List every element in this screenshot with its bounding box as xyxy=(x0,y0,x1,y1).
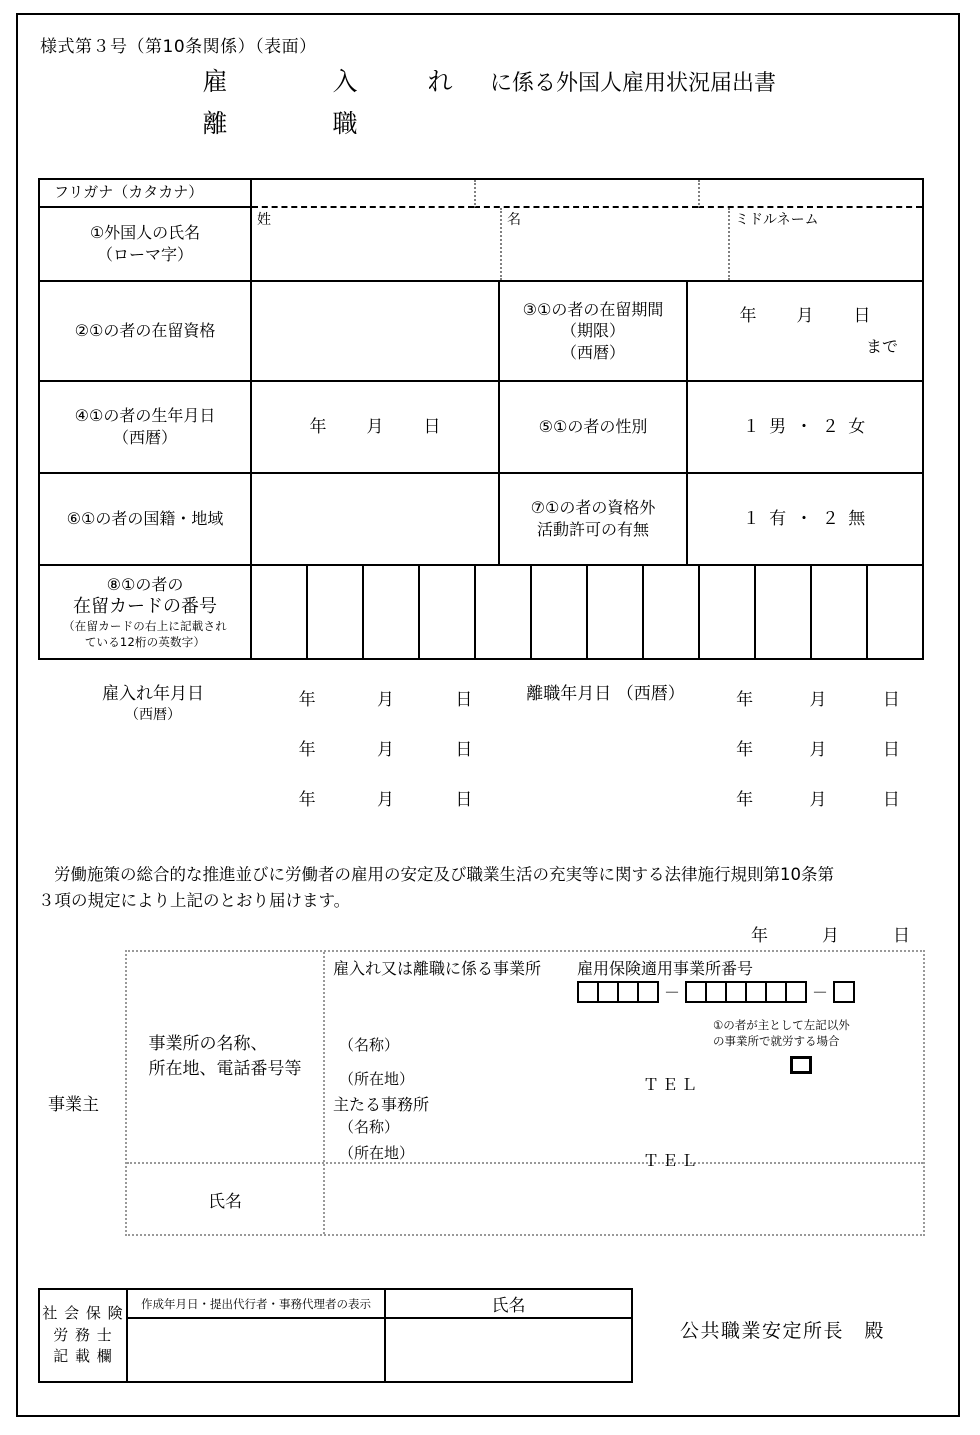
leave-date-field-2[interactable] xyxy=(708,733,928,760)
given-name-label: 名 xyxy=(507,212,521,228)
residence-period-until: まで xyxy=(865,336,898,356)
office-name-label-1: （名称） xyxy=(339,1036,400,1054)
employer-section-label: 事業主 xyxy=(48,1095,99,1115)
residence-period-field[interactable] xyxy=(688,282,922,380)
labor-consultant-info-field[interactable] xyxy=(128,1319,386,1381)
hire-year-3: 年 xyxy=(298,790,316,810)
submission-year: 年 xyxy=(751,926,768,947)
hire-date-label-sub: （西暦） xyxy=(125,706,181,723)
residence-period-year: 年 xyxy=(739,305,757,326)
hire-month-2: 月 xyxy=(376,740,394,760)
insurance-digit-2-4[interactable] xyxy=(745,981,767,1003)
labor-consultant-header-row xyxy=(128,1290,631,1319)
office-tel-1: ＴＥＬ xyxy=(643,1075,701,1094)
residence-status-field[interactable] xyxy=(252,282,500,380)
other-workplace-note-l2: の事業所で就労する場合 xyxy=(713,1033,840,1048)
labor-consultant-name-field[interactable] xyxy=(386,1319,631,1381)
leave-month-2: 月 xyxy=(809,740,827,760)
activity-permit-label-l2: 活動許可の有無 xyxy=(536,520,649,539)
activity-permit-label xyxy=(500,474,688,564)
residence-card-digit-5[interactable] xyxy=(474,566,530,658)
furigana-middle-name-field[interactable] xyxy=(698,180,922,208)
residence-period-month: 月 xyxy=(796,305,814,326)
nationality-permit-row xyxy=(40,474,922,566)
name-row xyxy=(40,208,922,282)
given-name-field[interactable] xyxy=(500,208,728,280)
residence-period-label-l1: ③①の者の在留期間 xyxy=(522,299,664,319)
insurance-digit-2-2[interactable] xyxy=(705,981,727,1003)
insurance-digit-1-3[interactable] xyxy=(617,981,639,1003)
insurance-digit-2-3[interactable] xyxy=(725,981,747,1003)
birthdate-gender-row xyxy=(40,382,922,474)
employment-insurance-number-label: 雇用保険適用事業所番号 xyxy=(577,959,754,978)
employer-details-box xyxy=(125,950,925,1236)
labor-consultant-fill-row xyxy=(128,1319,631,1381)
insurance-dash-2: － xyxy=(812,983,829,1002)
leave-date-field-3[interactable] xyxy=(708,783,928,810)
birthdate-month: 月 xyxy=(366,416,384,437)
labor-consultant-body xyxy=(128,1290,631,1381)
leave-day-2: 日 xyxy=(882,740,900,760)
leave-date-field-1[interactable] xyxy=(708,683,928,710)
insurance-digit-1-4[interactable] xyxy=(637,981,659,1003)
insurance-digit-2-5[interactable] xyxy=(765,981,787,1003)
residence-card-digit-9[interactable] xyxy=(698,566,754,658)
hire-date-field-2[interactable] xyxy=(268,733,503,760)
birthdate-label xyxy=(40,382,252,472)
leave-month-3: 月 xyxy=(809,790,827,810)
labor-consultant-header-right: 氏名 xyxy=(491,1296,526,1316)
residence-period-day: 日 xyxy=(853,305,871,326)
hire-date-label xyxy=(38,683,268,725)
residence-card-note-l1: （在留カードの右上に記載され xyxy=(63,619,227,634)
birthdate-ymd xyxy=(252,416,498,438)
office-name-label-2: （名称） xyxy=(339,1118,400,1136)
leave-year-2: 年 xyxy=(736,740,754,760)
leave-year-3: 年 xyxy=(736,790,754,810)
hire-month-3: 月 xyxy=(376,790,394,810)
date-row xyxy=(38,783,928,833)
hire-date-field-3[interactable] xyxy=(268,783,503,810)
submission-date-field[interactable] xyxy=(38,923,938,949)
hire-date-label-main: 雇入れ年月日 xyxy=(102,684,204,704)
furigana-row xyxy=(40,180,922,208)
residence-card-digit-7[interactable] xyxy=(586,566,642,658)
residence-card-note-l2: ている12桁の英数字） xyxy=(84,634,206,649)
residence-period-label-l3: （西暦） xyxy=(560,342,625,362)
insurance-dash-1: － xyxy=(664,983,681,1002)
other-workplace-note xyxy=(713,1018,850,1049)
name-label xyxy=(40,208,252,280)
labor-consultant-label-l2: 労 務 士 xyxy=(53,1325,113,1344)
office-tel-2: ＴＥＬ xyxy=(643,1151,701,1170)
hire-month-1: 月 xyxy=(376,690,394,710)
activity-permit-label-l1: ⑦①の者の資格外 xyxy=(530,498,656,518)
birthdate-label-l2: （西暦） xyxy=(112,428,177,447)
submission-day: 日 xyxy=(893,926,910,947)
birthdate-label-l1: ④①の者の生年月日 xyxy=(74,406,216,426)
hire-date-field-1[interactable] xyxy=(268,683,503,710)
form-title-line-1 xyxy=(150,62,930,104)
insurance-digit-2-1[interactable] xyxy=(685,981,707,1003)
hire-day-1: 日 xyxy=(455,690,473,710)
name-label-sub: （ローマ字） xyxy=(96,245,193,264)
residence-card-digit-10[interactable] xyxy=(754,566,810,658)
residence-card-digit-3[interactable] xyxy=(362,566,418,658)
office-address-label-1: （所在地） xyxy=(339,1070,415,1088)
leave-day-1: 日 xyxy=(882,690,900,710)
title-kanji-koiri: 雇 xyxy=(202,67,228,96)
leave-day-3: 日 xyxy=(882,790,900,810)
statute-line-2: ３項の規定により上記のとおり届けます。 xyxy=(38,890,351,910)
middle-name-label: ミドルネーム xyxy=(735,212,819,228)
residence-card-digit-boxes[interactable] xyxy=(252,566,922,658)
residence-status-label: ②①の者の在留資格 xyxy=(40,282,252,380)
statute-declaration xyxy=(38,862,938,949)
insurance-number-group-2[interactable] xyxy=(685,981,807,1003)
employer-office-label xyxy=(127,952,325,1162)
hire-year-1: 年 xyxy=(298,690,316,710)
nationality-label: ⑥①の者の国籍・地域 xyxy=(40,474,252,564)
residence-card-digit-4[interactable] xyxy=(418,566,474,658)
hire-day-3: 日 xyxy=(455,790,473,810)
middle-name-field[interactable] xyxy=(728,208,922,280)
employer-name-row xyxy=(127,1162,923,1234)
insurance-digit-1-2[interactable] xyxy=(597,981,619,1003)
surname-field[interactable] xyxy=(252,208,500,280)
furigana-label: フリガナ（カタカナ） xyxy=(40,180,252,208)
leave-date-label-sub: （西暦） xyxy=(616,684,685,704)
office-heading: 雇入れ又は離職に係る事業所 xyxy=(333,959,542,978)
insurance-digit-3-1[interactable] xyxy=(833,981,855,1003)
gender-label: ⑤①の者の性別 xyxy=(500,382,688,472)
residence-card-number-label xyxy=(40,566,252,658)
name-label-main: ①外国人の氏名 xyxy=(89,223,201,243)
hello-work-addressee: 公共職業安定所長 殿 xyxy=(680,1320,886,1342)
residence-card-label-l1: ⑧①の者の xyxy=(106,574,184,594)
employer-office-row xyxy=(127,952,923,1170)
residence-period-ymd xyxy=(688,305,922,327)
employer-office-label-l2: 所在地、電話番号等 xyxy=(148,1059,302,1079)
residence-card-digit-6[interactable] xyxy=(530,566,586,658)
date-row xyxy=(38,733,928,783)
employer-office-fields xyxy=(325,952,923,1170)
labor-consultant-label-l1: 社 会 保 険 xyxy=(42,1303,124,1322)
insurance-number-group-1[interactable] xyxy=(577,981,659,1003)
insurance-digit-1-1[interactable] xyxy=(577,981,599,1003)
employment-insurance-number-field[interactable] xyxy=(577,980,855,1003)
foreign-worker-info-table xyxy=(38,178,924,660)
hire-leave-dates-block xyxy=(38,683,928,833)
labor-consultant-vertical-label xyxy=(40,1290,128,1381)
birthdate-field[interactable] xyxy=(252,382,500,472)
residence-card-digit-11[interactable] xyxy=(810,566,866,658)
submission-month: 月 xyxy=(822,926,839,947)
furigana-given-name-field[interactable] xyxy=(474,180,698,208)
employer-name-field[interactable] xyxy=(325,1164,923,1234)
activity-permit-field[interactable]: １ 有 ・ ２ 無 xyxy=(742,508,868,529)
labor-consultant-label-l3: 記 載 欄 xyxy=(53,1347,113,1366)
date-row xyxy=(38,683,928,733)
residence-card-digit-12[interactable] xyxy=(866,566,922,658)
title-kanji-nyu: 入 xyxy=(332,67,358,96)
main-office-heading: 主たる事務所 xyxy=(333,1095,430,1114)
leave-year-1: 年 xyxy=(736,690,754,710)
hire-day-2: 日 xyxy=(455,740,473,760)
title-kanji-re: れ xyxy=(427,67,453,96)
leave-date-label-main: 離職年月日 xyxy=(526,684,612,704)
statute-line-1: 労働施策の総合的な推進並びに労働者の雇用の安定及び職業生活の充実等に関する法律施行規則第10条第 xyxy=(54,865,834,884)
birthdate-day: 日 xyxy=(423,416,441,437)
birthdate-year: 年 xyxy=(309,416,327,437)
gender-field[interactable]: １ 男 ・ ２ 女 xyxy=(742,416,868,437)
residence-status-row xyxy=(40,282,922,382)
labor-consultant-header-left: 作成年月日・提出代行者・事務代理者の表示 xyxy=(128,1290,386,1317)
furigana-surname-field[interactable] xyxy=(252,180,474,208)
residence-card-digit-8[interactable] xyxy=(642,566,698,658)
form-title-line-2 xyxy=(150,104,930,146)
nationality-field[interactable] xyxy=(252,474,500,564)
residence-card-digit-2[interactable] xyxy=(306,566,362,658)
leave-date-label xyxy=(503,683,708,706)
title-kanji-shoku: 職 xyxy=(332,109,358,138)
labor-consultant-box xyxy=(38,1288,633,1383)
employer-office-label-l1: 事業所の名称、 xyxy=(148,1033,268,1054)
office-address-label-2: （所在地） xyxy=(339,1144,415,1162)
insurance-digit-2-6[interactable] xyxy=(785,981,807,1003)
title-suffix: に係る外国人雇用状況届出書 xyxy=(490,71,777,96)
surname-label: 姓 xyxy=(257,212,271,228)
form-title xyxy=(150,62,930,146)
residence-card-number-row xyxy=(40,566,922,658)
residence-period-label xyxy=(500,282,688,380)
insurance-number-group-3[interactable] xyxy=(833,981,855,1003)
other-workplace-checkbox[interactable] xyxy=(790,1056,812,1074)
residence-card-digit-1[interactable] xyxy=(252,566,306,658)
residence-period-label-l2: （期限） xyxy=(560,321,625,341)
residence-card-label-l2: 在留カードの番号 xyxy=(73,596,217,618)
other-workplace-note-l1: ①の者が主として左記以外 xyxy=(713,1018,850,1032)
title-kanji-ri: 離 xyxy=(202,109,228,138)
employer-name-label: 氏名 xyxy=(127,1164,325,1234)
form-code-label: 様式第３号（第10条関係）（表面） xyxy=(40,37,317,57)
leave-month-1: 月 xyxy=(809,690,827,710)
hire-year-2: 年 xyxy=(298,740,316,760)
